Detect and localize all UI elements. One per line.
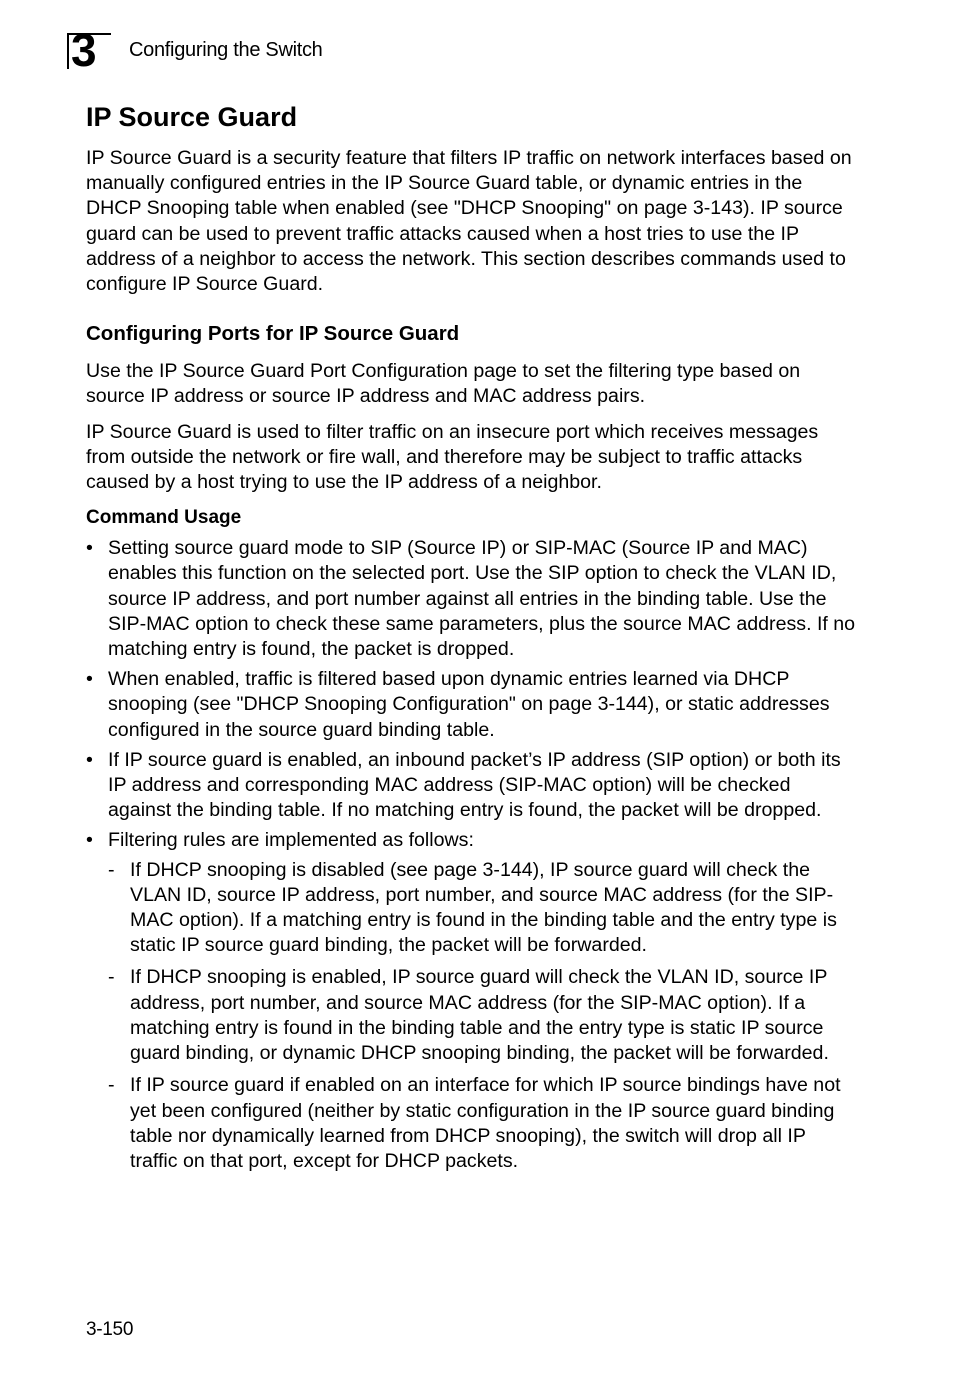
subsection-title: Configuring Ports for IP Source Guard <box>86 322 460 346</box>
section-title: IP Source Guard <box>86 102 298 132</box>
command-usage-bullet: • When enabled, traffic is filtered based upon dynamic entries learned via DHCP snooping (see "DHCP Snooping Configuration" on page 3-144), or static addresses configured in the source guard binding table. <box>86 667 856 743</box>
command-usage-bullet: • If IP source guard is enabled, an inbound packet’s IP address (SIP option) or both its IP address and corresponding MAC address (SIP-MAC option) will be checked against the binding table. If no matching entry is found, the packet will be dropped. <box>86 748 856 824</box>
filtering-rules-list <box>108 858 856 1174</box>
command-usage-list <box>86 536 856 1174</box>
filtering-rules-intro: Filtering rules are implemented as follows: <box>108 829 474 852</box>
section-intro: IP Source Guard is a security feature that filters IP traffic on network interfaces based on manually configured entries in the IP Source Guard table, or dynamic entries in the DHCP Snooping table when enabled (see "DHCP Snooping" on page 3-143). IP source guard can be used to prevent traffic attacks caused when a host tries to use the IP address of a neighbor to access the network. This section describes commands used to configure IP Source Guard. <box>86 147 852 296</box>
filtering-rule-item: - If DHCP snooping is enabled, IP source guard will check the VLAN ID, source IP address, port number, and source MAC address (for the SIP-MAC option). If a matching entry is found in the binding table and the entry type is static IP source guard binding, or dynamic DHCP snooping binding, the packet will be forwarded. <box>108 965 856 1066</box>
command-usage-heading: Command Usage <box>86 507 242 529</box>
running-header-title: Configuring the Switch <box>129 39 323 61</box>
chapter-number-badge <box>67 24 111 76</box>
subsection-paragraph: Use the IP Source Guard Port Configuration page to set the filtering type based on source IP address or source IP address and MAC address pairs. <box>86 360 801 408</box>
page-number: 3-150 <box>86 1319 134 1340</box>
filtering-rule-item: - If IP source guard if enabled on an interface for which IP source bindings have not yet been configured (neither by static configuration in the IP source guard binding table nor dynamically learned from DHCP snooping), the switch will drop all IP traffic on that port, except for DHCP packets. <box>108 1073 856 1174</box>
chapter-number: 3 <box>71 24 97 76</box>
subsection-paragraph: IP Source Guard is used to filter traffic on an insecure port which receives messages from outside the network or fire wall, and therefore may be subject to traffic attacks caused by a host trying to use the IP address of a neighbor. <box>86 420 819 494</box>
page-content <box>86 100 856 1181</box>
command-usage-bullet-filtering <box>86 828 856 1174</box>
filtering-rule-item: - If DHCP snooping is disabled (see page 3-144), IP source guard will check the VLAN ID, source IP address, port number, and source MAC address (for the SIP-MAC option). If a matching entry is found in the binding table and the entry type is static IP source guard binding, the packet will be forwarded. <box>108 858 856 959</box>
command-usage-bullet: • Setting source guard mode to SIP (Source IP) or SIP-MAC (Source IP and MAC) enables this function on the selected port. Use the SIP option to check the VLAN ID, source IP address, and port number against all entries in the binding table. Use the SIP-MAC option to check these same parameters, plus the source MAC address. If no matching entry is found, the packet is dropped. <box>86 536 856 662</box>
